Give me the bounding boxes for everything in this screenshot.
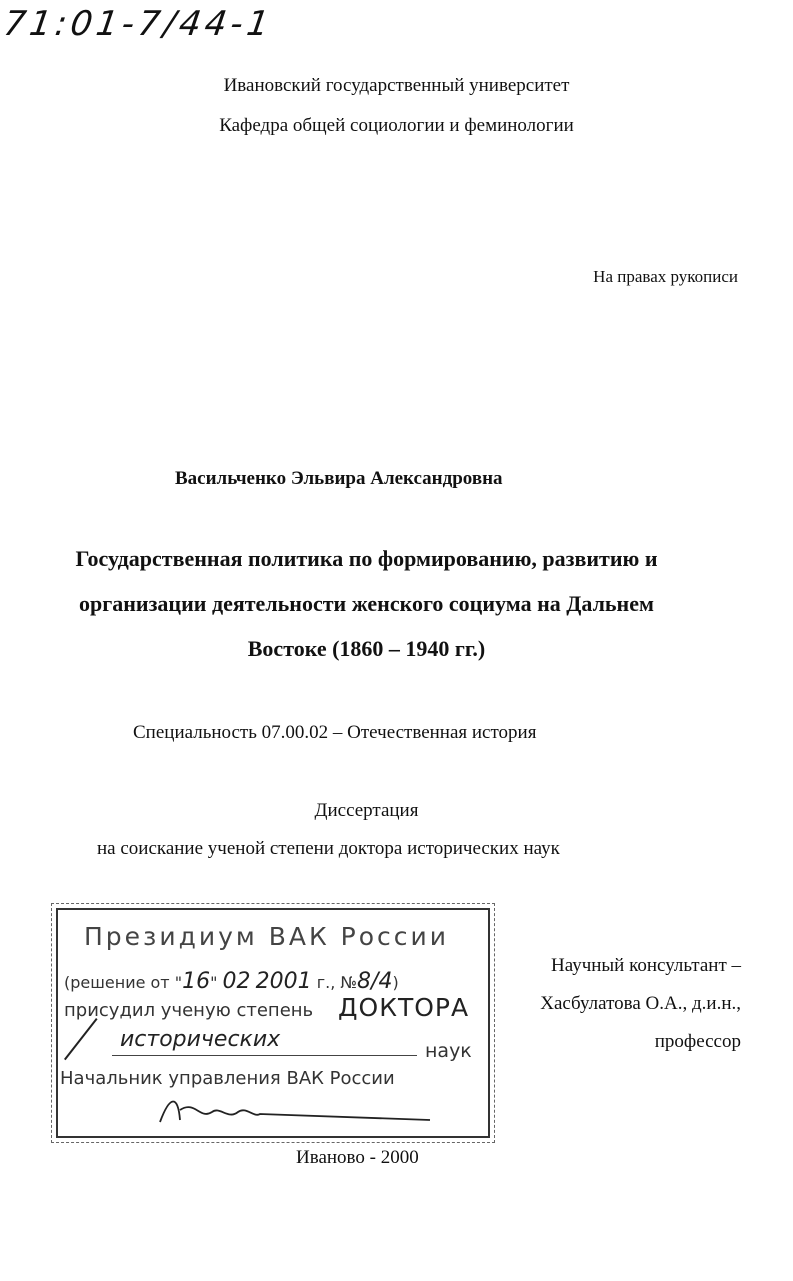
university-name: Ивановский государственный университет: [223, 75, 570, 96]
stamp-title: Президиум ВАК России: [84, 922, 450, 951]
stamp-head: Начальник управления ВАК России: [60, 1068, 395, 1089]
stamp-field-handwritten: исторических: [120, 1027, 281, 1052]
stamp-decision-sep: ": [210, 973, 218, 992]
stamp-decision-prefix: (решение от ": [64, 973, 183, 992]
stamp-awarded: присудил ученую степень: [64, 1000, 314, 1021]
specialty: Специальность 07.00.02 – Отечественная история: [133, 722, 537, 743]
stamp-field-underline: [112, 1055, 417, 1056]
consultant-title: профессор: [654, 1031, 741, 1052]
stamp-decision-year-suffix: г., №: [316, 973, 358, 992]
head-signature: [150, 1090, 450, 1130]
consultant-role: Научный консультант –: [551, 955, 741, 976]
thesis-title-line-3: Востоке (1860 – 1940 гг.): [247, 636, 486, 661]
archive-code: 71:01-7/44-1: [1, 4, 276, 44]
decision-number: 8/4: [357, 969, 393, 994]
dissertation-label: Диссертация: [314, 800, 419, 821]
place-year: Иваново - 2000: [296, 1147, 419, 1168]
decision-month: 02: [222, 969, 251, 994]
department-name: Кафедра общей социологии и феминологии: [219, 115, 574, 136]
degree-line: на соискание ученой степени доктора исторических наук: [97, 838, 560, 859]
rights-note: На правах рукописи: [593, 267, 738, 286]
stamp-degree: ДОКТОРА: [338, 993, 470, 1022]
author-name: Васильченко Эльвира Александровна: [175, 468, 503, 489]
consultant-name: Хасбулатова О.А., д.и.н.,: [540, 993, 741, 1014]
thesis-title-line-1: Государственная политика по формированию, развитию и: [75, 546, 658, 571]
decision-year: 2001: [255, 969, 312, 994]
stamp-field-suffix: наук: [425, 1040, 472, 1062]
thesis-title-line-2: организации деятельности женского социума на Дальнем: [79, 591, 654, 616]
stamp-decision-close: ): [392, 973, 399, 992]
stamp-decision-line: [64, 969, 399, 994]
decision-day: 16: [182, 969, 211, 994]
